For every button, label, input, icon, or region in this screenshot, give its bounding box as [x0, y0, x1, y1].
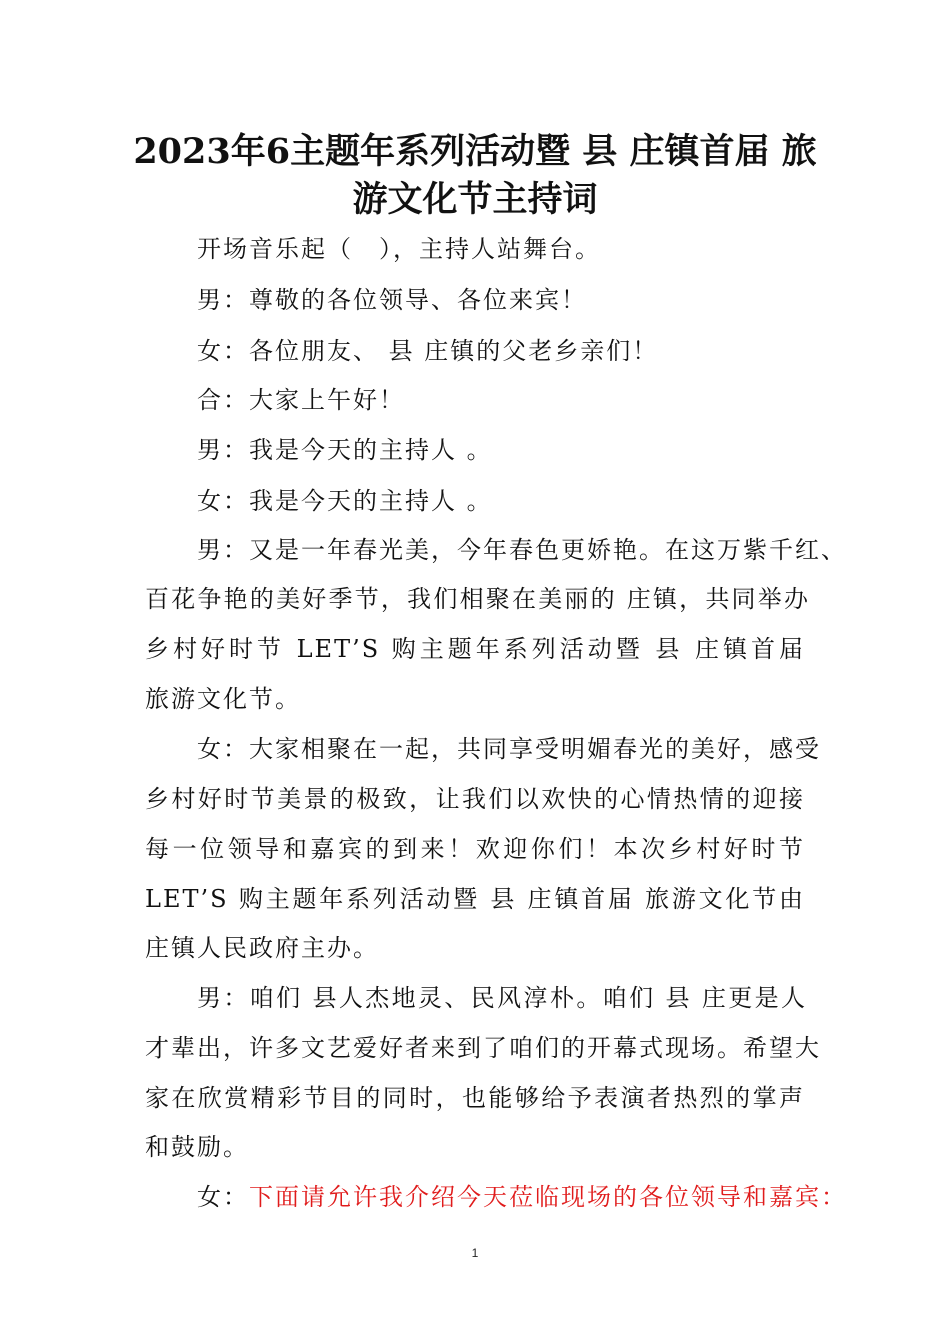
text-line: 百花争艳的美好季节，我们相聚在美丽的 庄镇，共同举办	[145, 585, 810, 613]
text-line-intro-guests	[197, 1182, 867, 1212]
text-line: 男：尊敬的各位领导、各位来宾！	[197, 286, 587, 314]
text-line: 庄镇人民政府主办。	[145, 934, 379, 962]
speaker-label: 女：	[197, 1183, 249, 1211]
text-line: 男：咱们 县人杰地灵、民风淳朴。咱们 县 庄更是人	[197, 984, 807, 1012]
text-line: 旅游文化节。	[145, 685, 301, 713]
text-line: 和鼓励。	[145, 1133, 249, 1161]
text-line: 女：我是今天的主持人 。	[197, 487, 493, 515]
text-line: 才辈出，许多文艺爱好者来到了咱们的开幕式现场。希望大	[145, 1034, 821, 1062]
highlighted-text: 下面请允许我介绍今天莅临现场的各位领导和嘉宾：	[249, 1183, 847, 1211]
text-line: 乡村好时节 LET’S 购主题年系列活动暨 县 庄镇首届	[145, 635, 805, 663]
document-title-line-2: 游文化节主持词	[352, 179, 598, 220]
text-line: 男：又是一年春光美，今年春色更娇艳。在这万紫千红、	[197, 536, 847, 564]
text-line: 每一位领导和嘉宾的到来！欢迎你们！本次乡村好时节	[145, 835, 805, 863]
text-line: LET’S 购主题年系列活动暨 县 庄镇首届 旅游文化节由	[145, 885, 805, 913]
text-line: 开场音乐起（ ），主持人站舞台。	[197, 235, 601, 263]
document-title-line-1: 2023年6主题年系列活动暨 县 庄镇首届 旅	[133, 131, 817, 172]
text-line: 女：各位朋友、 县 庄镇的父老乡亲们！	[197, 337, 659, 365]
page-number: 1	[471, 1246, 479, 1260]
text-line: 乡村好时节美景的极致，让我们以欢快的心情热情的迎接	[145, 785, 805, 813]
text-line: 家在欣赏精彩节目的同时，也能够给予表演者热烈的掌声	[145, 1084, 805, 1112]
text-line: 男：我是今天的主持人 。	[197, 436, 493, 464]
text-line: 合：大家上午好！	[197, 386, 405, 414]
text-line: 女：大家相聚在一起，共同享受明媚春光的美好，感受	[197, 735, 821, 763]
